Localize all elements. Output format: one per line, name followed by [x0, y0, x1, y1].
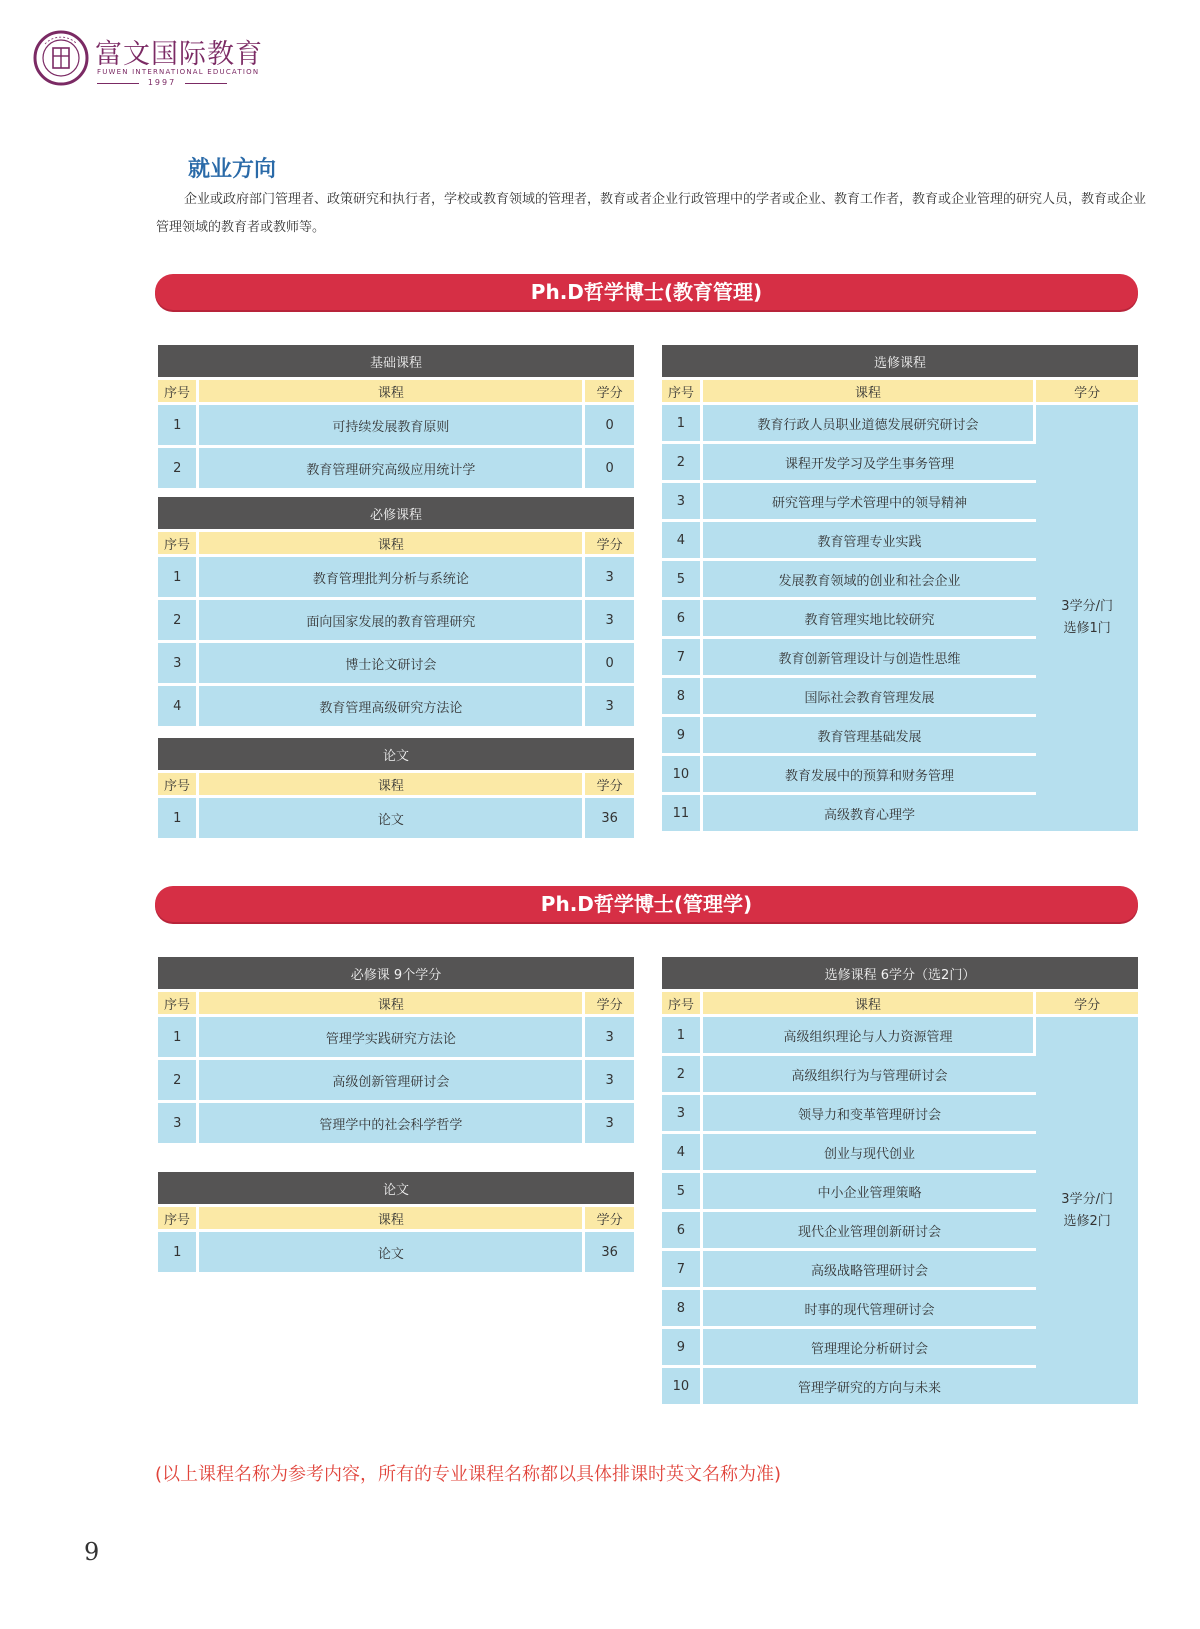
table-title: 必修课 9个学分: [158, 957, 634, 989]
header-course: 课程: [703, 992, 1037, 1014]
logo-english-name: FUWEN INTERNATIONAL EDUCATION: [97, 68, 260, 76]
row-course: 管理学研究的方向与未来: [703, 1368, 1037, 1404]
row-no: 3: [158, 643, 199, 683]
table-row: [662, 405, 1138, 441]
row-course: 高级教育心理学: [703, 795, 1037, 831]
header-course: 课程: [199, 992, 585, 1014]
row-course: 高级战略管理研讨会: [703, 1251, 1037, 1287]
row-course: 管理理论分析研讨会: [703, 1329, 1037, 1365]
brand-logo: [33, 30, 263, 90]
logo-year: 1997: [97, 78, 227, 87]
row-credit: 3: [585, 557, 634, 597]
row-credit: 3: [585, 1017, 634, 1057]
row-course: 面向国家发展的教育管理研究: [199, 600, 585, 640]
row-course: 教育管理基础发展: [703, 717, 1037, 753]
credit-note-line2: 选修2门: [1063, 1213, 1111, 1229]
required-courses-table-2: [158, 954, 634, 1146]
elective-courses-table-2: [662, 954, 1138, 1407]
credit-note-line1: 3学分/门: [1061, 1191, 1113, 1207]
row-no: 1: [662, 405, 703, 441]
required-courses-table: [158, 494, 634, 729]
row-course: 教育行政人员职业道德发展研究研讨会: [703, 405, 1037, 441]
table-row: [158, 1060, 634, 1100]
row-no: 6: [662, 600, 703, 636]
table-row: [158, 557, 634, 597]
table-row: [158, 798, 634, 838]
row-course: 国际社会教育管理发展: [703, 678, 1037, 714]
table-row: [662, 1017, 1138, 1053]
row-course: 课程开发学习及学生事务管理: [703, 444, 1037, 480]
row-credit: 0: [585, 448, 634, 488]
elective-credit-note: [1036, 1017, 1138, 1404]
row-course: 教育发展中的预算和财务管理: [703, 756, 1037, 792]
elective-credit-note: [1036, 405, 1138, 831]
row-no: 9: [662, 1329, 703, 1365]
row-course: 创业与现代创业: [703, 1134, 1037, 1170]
row-credit: 36: [585, 798, 634, 838]
career-text: 企业或政府部门管理者、政策研究和执行者，学校或教育领域的管理者，教育或者企业行政管理中的学者或企业、教育工作者，教育或企业管理的研究人员，教育或企业管理领域的教育者或教师等。: [156, 192, 1147, 235]
row-no: 5: [662, 1173, 703, 1209]
row-no: 1: [158, 1017, 199, 1057]
table-row: [158, 405, 634, 445]
row-no: 5: [662, 561, 703, 597]
row-credit: 3: [585, 1060, 634, 1100]
footer-note: (以上课程名称为参考内容，所有的专业课程名称都以具体排课时英文名称为准): [155, 1464, 782, 1485]
program-banner-management: Ph.D哲学博士(管理学): [155, 886, 1138, 922]
row-no: 1: [158, 405, 199, 445]
row-credit: 3: [585, 1103, 634, 1143]
row-credit: 0: [585, 643, 634, 683]
row-no: 8: [662, 1290, 703, 1326]
row-no: 1: [158, 1232, 199, 1272]
thesis-table: [158, 735, 634, 841]
header-credit: 学分: [585, 1207, 634, 1229]
row-no: 4: [158, 686, 199, 726]
table-title: 选修课程: [662, 345, 1138, 377]
row-course: 论文: [199, 1232, 585, 1272]
row-course: 高级创新管理研讨会: [199, 1060, 585, 1100]
table-title: 必修课程: [158, 497, 634, 529]
row-no: 8: [662, 678, 703, 714]
row-course: 教育管理实地比较研究: [703, 600, 1037, 636]
row-course: 教育管理专业实践: [703, 522, 1037, 558]
row-course: 论文: [199, 798, 585, 838]
header-no: 序号: [158, 992, 199, 1014]
header-no: 序号: [662, 380, 703, 402]
row-course: 中小企业管理策略: [703, 1173, 1037, 1209]
credit-note-line1: 3学分/门: [1061, 599, 1113, 614]
row-course: 时事的现代管理研讨会: [703, 1290, 1037, 1326]
career-title: 就业方向: [188, 157, 277, 182]
row-no: 2: [662, 444, 703, 480]
row-course: 发展教育领域的创业和社会企业: [703, 561, 1037, 597]
table-title: 论文: [158, 1172, 634, 1204]
row-no: 6: [662, 1212, 703, 1248]
row-course: 现代企业管理创新研讨会: [703, 1212, 1037, 1248]
program-banner-education: Ph.D哲学博士(教育管理): [155, 274, 1138, 310]
row-credit: 3: [585, 600, 634, 640]
row-course: 领导力和变革管理研讨会: [703, 1095, 1037, 1131]
row-no: 4: [662, 1134, 703, 1170]
basic-courses-table: [158, 342, 634, 491]
header-credit: 学分: [585, 992, 634, 1014]
logo-chinese-name: 富文国际教育: [95, 39, 263, 70]
table-title: 论文: [158, 738, 634, 770]
row-no: 1: [158, 798, 199, 838]
elective-courses-table: [662, 342, 1138, 834]
table-row: [158, 1232, 634, 1272]
row-no: 7: [662, 639, 703, 675]
row-credit: 0: [585, 405, 634, 445]
header-no: 序号: [158, 532, 199, 554]
header-credit: 学分: [1036, 992, 1138, 1014]
row-course: 教育管理研究高级应用统计学: [199, 448, 585, 488]
table-title: 基础课程: [158, 345, 634, 377]
page-number: 9: [84, 1538, 100, 1566]
row-course: 研究管理与学术管理中的领导精神: [703, 483, 1037, 519]
header-no: 序号: [158, 380, 199, 402]
header-no: 序号: [158, 1207, 199, 1229]
table-title: 选修课程 6学分（选2门）: [662, 957, 1138, 989]
row-no: 3: [662, 1095, 703, 1131]
row-no: 9: [662, 717, 703, 753]
table-row: [158, 448, 634, 488]
row-course: 教育管理高级研究方法论: [199, 686, 585, 726]
row-no: 10: [662, 756, 703, 792]
header-course: 课程: [703, 380, 1037, 402]
header-credit: 学分: [585, 532, 634, 554]
row-course: 教育创新管理设计与创造性思维: [703, 639, 1037, 675]
thesis-table-2: [158, 1169, 634, 1275]
row-course: 教育管理批判分析与系统论: [199, 557, 585, 597]
table-row: [158, 643, 634, 683]
row-course: 高级组织理论与人力资源管理: [703, 1017, 1037, 1053]
header-credit: 学分: [585, 380, 634, 402]
table-row: [158, 600, 634, 640]
credit-note-line2: 选修1门: [1063, 621, 1111, 636]
table-row: [158, 1017, 634, 1057]
row-no: 2: [158, 1060, 199, 1100]
header-course: 课程: [199, 1207, 585, 1229]
row-no: 3: [662, 483, 703, 519]
row-course: 可持续发展教育原则: [199, 405, 585, 445]
table-row: [158, 686, 634, 726]
row-no: 11: [662, 795, 703, 831]
row-course: 管理学实践研究方法论: [199, 1017, 585, 1057]
header-credit: 学分: [1036, 380, 1138, 402]
row-no: 1: [662, 1017, 703, 1053]
row-no: 10: [662, 1368, 703, 1404]
row-no: 4: [662, 522, 703, 558]
header-credit: 学分: [585, 773, 634, 795]
row-no: 1: [158, 557, 199, 597]
header-course: 课程: [199, 773, 585, 795]
row-no: 3: [158, 1103, 199, 1143]
row-no: 2: [158, 600, 199, 640]
row-credit: 36: [585, 1232, 634, 1272]
row-course: 博士论文研讨会: [199, 643, 585, 683]
row-course: 管理学中的社会科学哲学: [199, 1103, 585, 1143]
row-course: 高级组织行为与管理研讨会: [703, 1056, 1037, 1092]
logo-seal-icon: [33, 30, 89, 86]
row-no: 2: [158, 448, 199, 488]
header-course: 课程: [199, 532, 585, 554]
row-no: 2: [662, 1056, 703, 1092]
table-row: [158, 1103, 634, 1143]
header-no: 序号: [158, 773, 199, 795]
header-course: 课程: [199, 380, 585, 402]
header-no: 序号: [662, 992, 703, 1014]
row-no: 7: [662, 1251, 703, 1287]
row-credit: 3: [585, 686, 634, 726]
